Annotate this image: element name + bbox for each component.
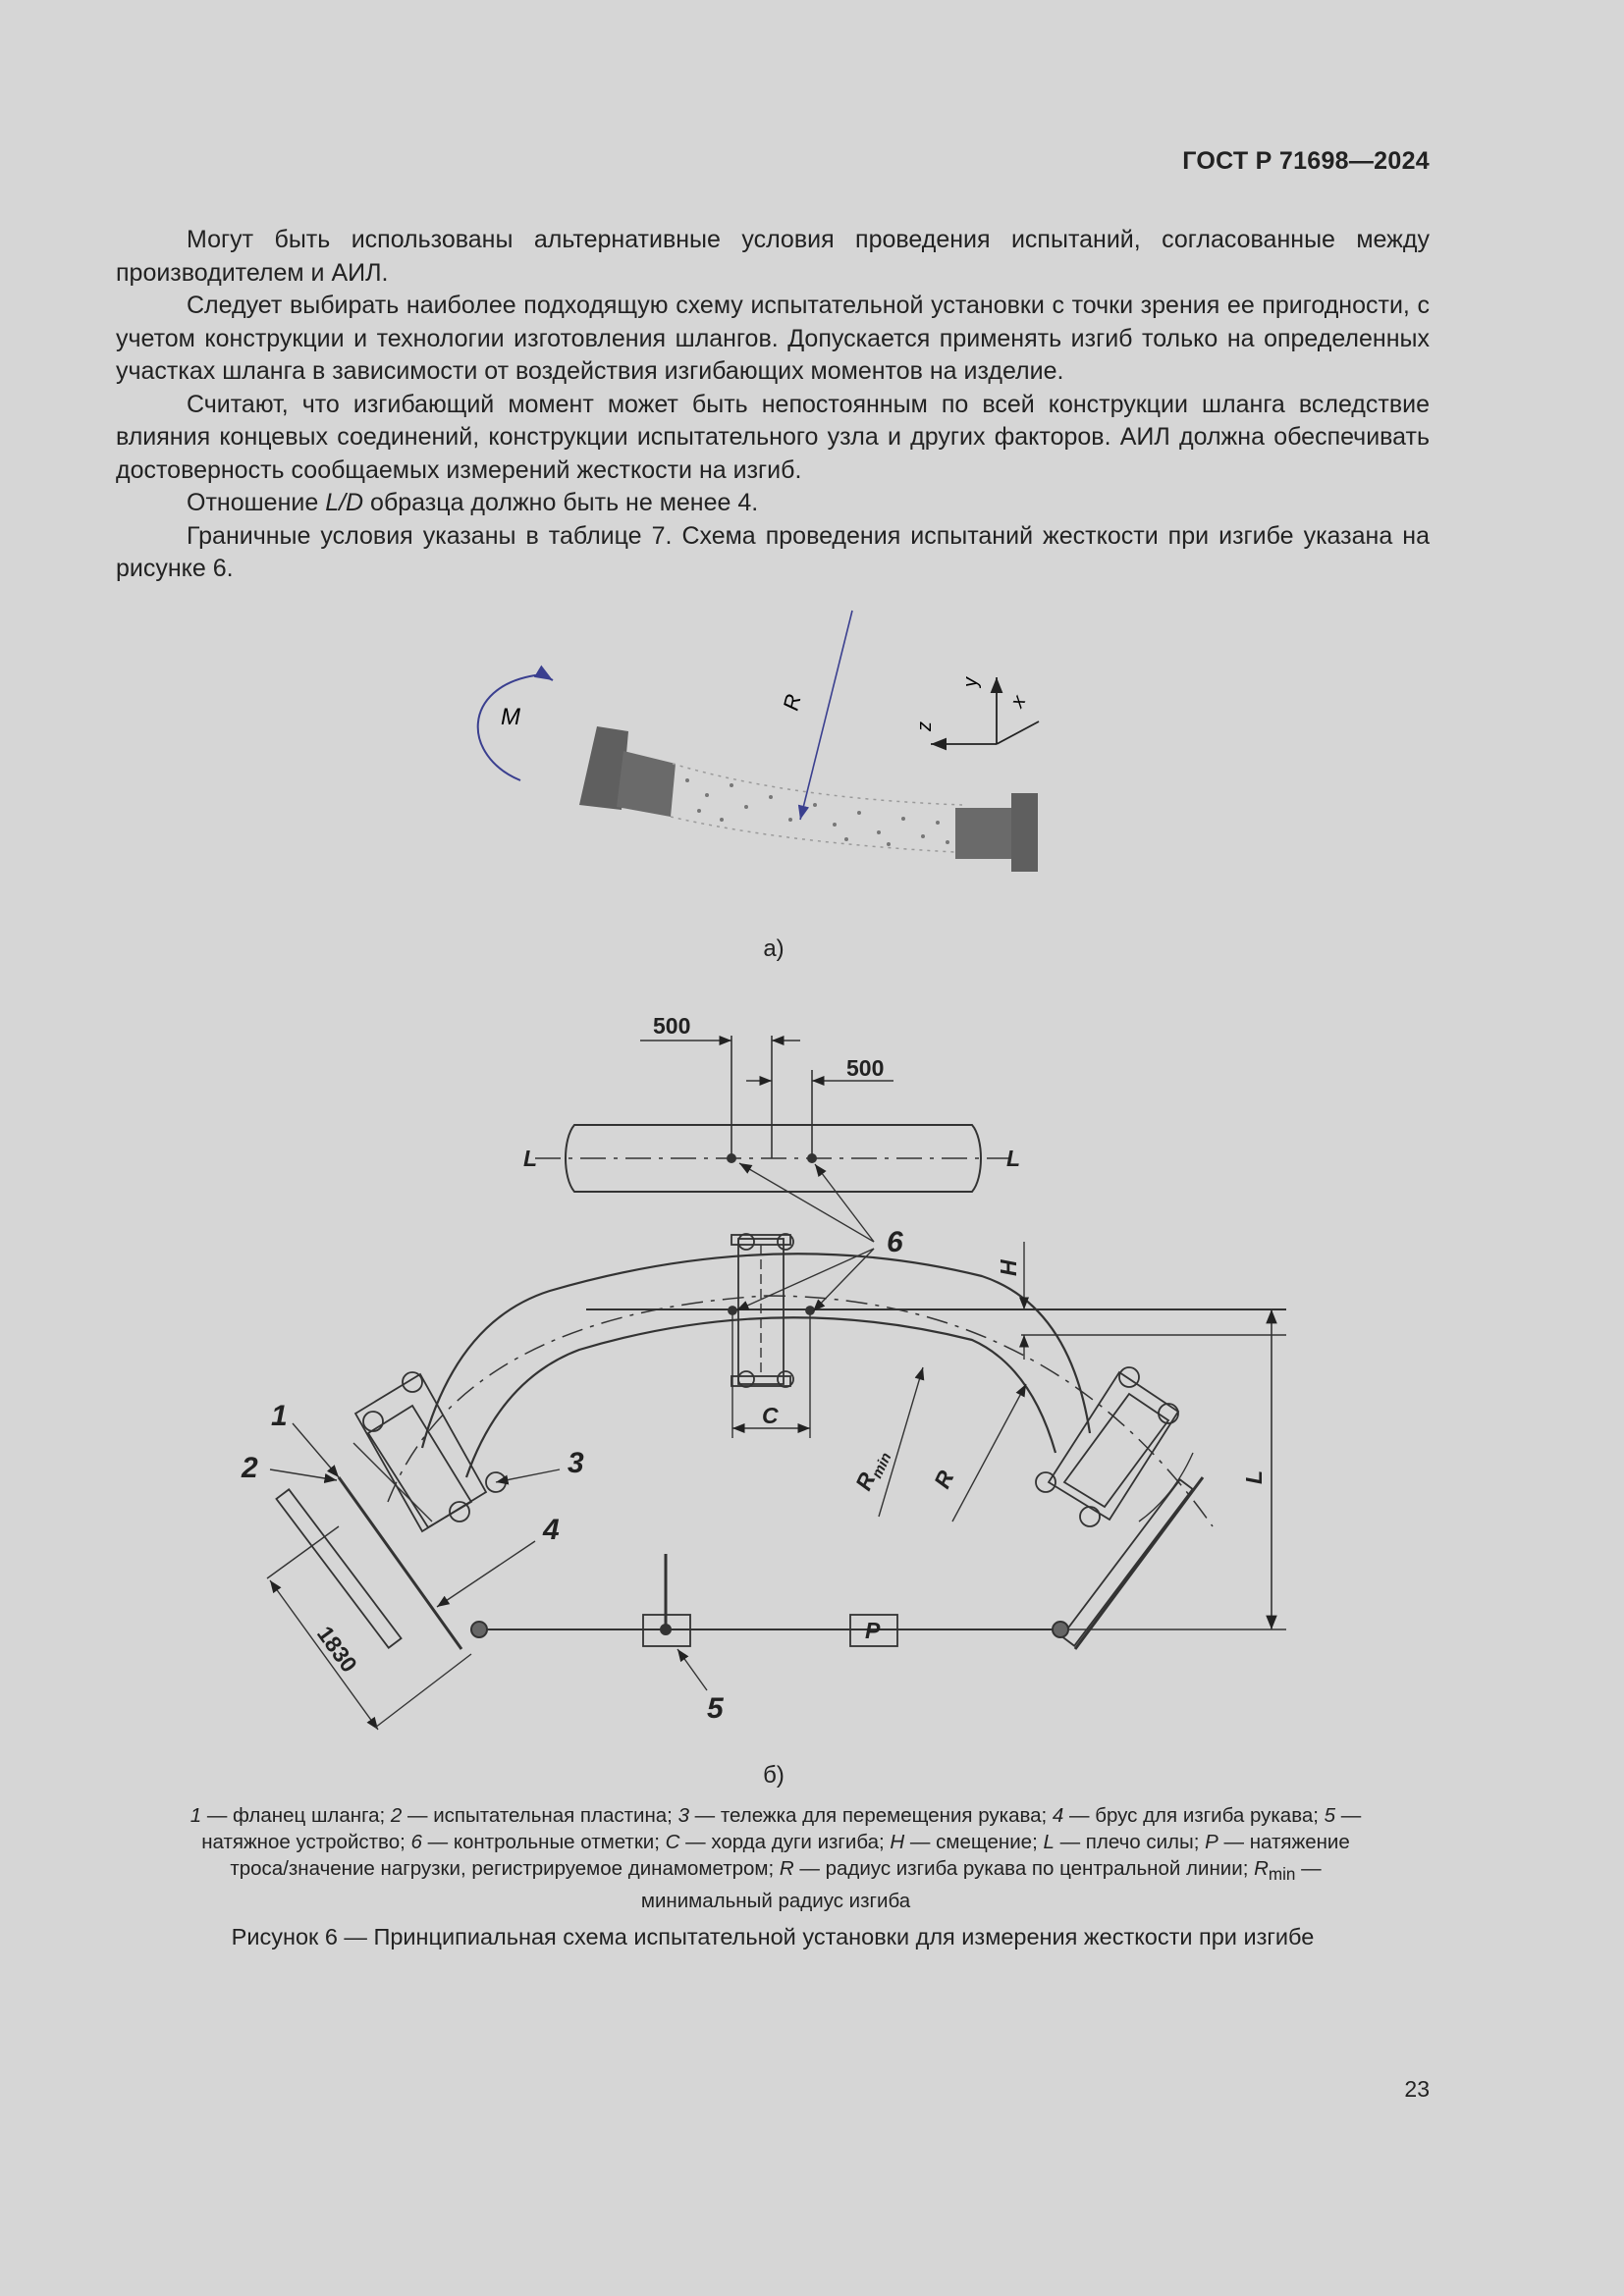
legend-text: — минимальный радиус изгиба	[640, 1857, 1322, 1913]
legend-key: P	[1205, 1831, 1218, 1853]
marker-4: 4	[543, 1514, 560, 1546]
figure-legend	[187, 1802, 1365, 1914]
legend-text: — плечо силы;	[1054, 1831, 1206, 1853]
hose-texture	[685, 778, 949, 846]
sublabel-b: б)	[763, 1762, 785, 1789]
legend-text: — тележка для перемещения рукава;	[688, 1804, 1053, 1827]
legend-text: — фланец шланга;	[201, 1804, 391, 1827]
axis-z-label: z	[914, 721, 936, 731]
legend-text: — радиус изгиба рукава по центральной линии;	[793, 1857, 1255, 1880]
paragraph: Считают, что изгибающий момент может быть непостоянным по всей конструкции шланга вследствие влияния концевых соединений, конструкции испытательного узла и других факторов. АИЛ должна обеспечивать достоверность сообщаемых измерений жесткости на изгиб.	[116, 390, 1430, 484]
marker-2: 2	[242, 1452, 258, 1484]
label-rmin-sub: min	[868, 1450, 895, 1481]
bent-hose	[388, 1254, 1213, 1526]
left-end-fitting	[579, 726, 676, 817]
dim-1830: 1830	[311, 1621, 363, 1678]
label-r: R	[928, 1467, 959, 1493]
paragraph: Граничные условия указаны в таблице 7. Схема проведения испытаний жесткости при изгибе указана на рисунке 6.	[116, 521, 1430, 582]
label-l-left: L	[523, 1146, 538, 1171]
legend-text: — испытательная пластина;	[402, 1804, 678, 1827]
marker-3: 3	[568, 1447, 584, 1479]
legend-key: L	[1043, 1831, 1055, 1853]
radius-label: R	[778, 691, 806, 714]
marker-1: 1	[271, 1400, 288, 1432]
dim-500-1: 500	[653, 1013, 691, 1039]
sublabel-a: а)	[763, 935, 785, 962]
legend-key: R	[779, 1857, 794, 1880]
ratio-prefix: Отношение	[187, 489, 326, 516]
moment-label: M	[501, 704, 520, 730]
right-flange	[1036, 1367, 1203, 1649]
legend-key: 1	[189, 1804, 202, 1827]
ratio-suffix: образца должно быть не менее 4.	[363, 489, 759, 516]
right-end-fitting	[955, 793, 1038, 872]
legend-key: 4	[1052, 1804, 1064, 1827]
legend-text: — смещение;	[904, 1831, 1044, 1853]
left-flange	[276, 1372, 506, 1649]
marker-6: 6	[887, 1226, 903, 1258]
legend-key: 2	[390, 1804, 403, 1827]
leaders	[270, 1163, 1026, 1690]
label-h: H	[996, 1259, 1021, 1276]
legend-key: 6	[410, 1831, 422, 1853]
legend-text: — контрольные отметки;	[421, 1831, 666, 1853]
legend-key: 3	[677, 1804, 689, 1827]
label-l-right: L	[1006, 1146, 1021, 1171]
figure-a	[478, 611, 1039, 872]
legend-text: — натяжное устройство;	[201, 1804, 1362, 1853]
legend-text: — брус для изгиба рукава;	[1063, 1804, 1325, 1827]
label-rmin	[850, 1445, 894, 1496]
legend-key: C	[665, 1831, 680, 1853]
straight-hose	[535, 1036, 1011, 1192]
label-p: P	[865, 1618, 881, 1643]
legend-key: 5	[1324, 1804, 1336, 1827]
paragraph: Следует выбирать наиболее подходящую схему испытательной установки с точки зрения ее пригодности, с учетом конструкции и технологии изготовления шлангов. Допускается применять изгиб только на определенных участках шланга в зависимости от воздействия изгибающих моментов на изделие.	[116, 292, 1430, 385]
label-c: C	[762, 1403, 779, 1428]
axis-y-label: y	[960, 677, 982, 687]
paragraph: Могут быть использованы альтернативные условия проведения испытаний, согласованные между производителем и АИЛ.	[116, 226, 1430, 287]
figure-b	[267, 1036, 1286, 1730]
document-id: ГОСТ Р 71698—2024	[1182, 147, 1430, 175]
ratio-ld: L/D	[325, 489, 364, 516]
figure-b-labels	[241, 1013, 1267, 1725]
label-l-side: L	[1241, 1469, 1267, 1484]
page-number: 23	[1404, 2076, 1430, 2102]
legend-text: — натяжение троса/значение нагрузки, регистрируемое динамометром;	[230, 1831, 1350, 1880]
radius-arrow	[800, 611, 852, 820]
dim-500-2: 500	[846, 1055, 885, 1081]
cable	[471, 1554, 1068, 1646]
figure-caption: Рисунок 6 — Принципиальная схема испытательной установки для измерения жесткости при изгибе	[231, 1924, 1315, 1949]
legend-text: — хорда дуги изгиба;	[679, 1831, 891, 1853]
axis-x-label: x	[1006, 691, 1031, 712]
legend-key: R	[1254, 1857, 1269, 1880]
label-rmin-main: R	[849, 1468, 881, 1495]
legend-sub: min	[1268, 1865, 1296, 1885]
legend-key: H	[890, 1831, 905, 1853]
marker-5: 5	[707, 1692, 724, 1725]
